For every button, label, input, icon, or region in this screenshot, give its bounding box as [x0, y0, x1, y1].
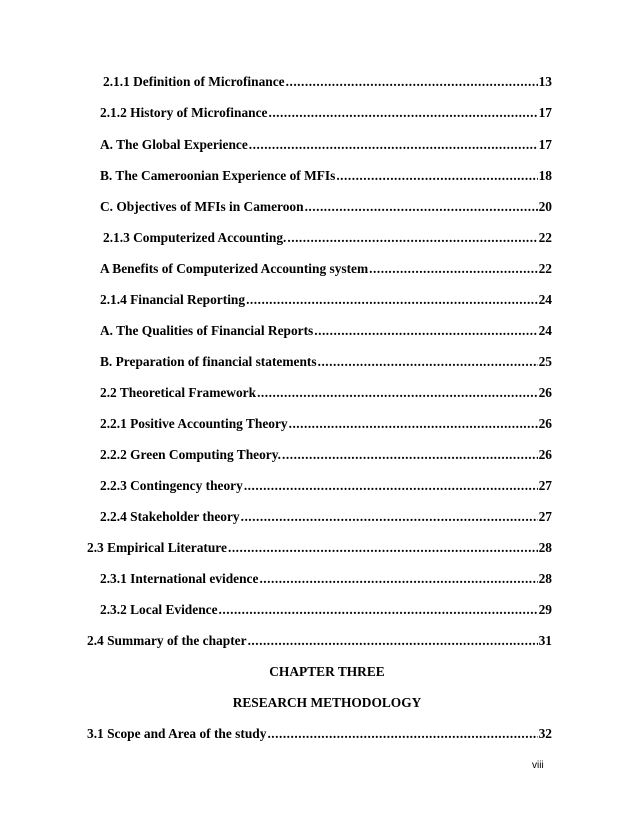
toc-leader-dots — [228, 539, 538, 557]
toc-leader-dots — [268, 104, 537, 122]
toc-entry — [100, 508, 552, 526]
toc-leader-dots — [241, 508, 538, 526]
toc-entry — [87, 632, 552, 650]
toc-entry — [100, 136, 552, 154]
toc-entry-page: 20 — [538, 199, 552, 214]
toc-entry-label: 2.3.2 Local Evidence — [100, 602, 218, 617]
toc-entry — [100, 415, 552, 433]
toc-entry-label: 2.2.2 Green Computing Theory. — [100, 447, 282, 462]
toc-entry — [103, 229, 552, 247]
toc-leader-dots — [286, 73, 538, 91]
toc-leader-dots — [248, 632, 538, 650]
toc-entry — [100, 477, 552, 495]
toc-entry-page: 24 — [538, 323, 552, 338]
toc-entry-label: 2.1.3 Computerized Accounting. — [103, 230, 287, 245]
toc-entry-page: 26 — [538, 416, 552, 431]
toc-entry — [87, 725, 552, 743]
toc-entry — [100, 570, 552, 588]
toc-entry-label: 2.4 Summary of the chapter — [87, 633, 247, 648]
toc-leader-dots — [257, 384, 538, 402]
toc-entry-page: 18 — [538, 168, 552, 183]
toc-leader-dots — [314, 322, 537, 340]
toc-entry-page: 24 — [538, 292, 552, 307]
chapter-title: RESEARCH METHODOLOGY — [232, 695, 422, 710]
toc-entry — [103, 73, 552, 91]
toc-leader-dots — [305, 198, 538, 216]
toc-entry-label: 2.2 Theoretical Framework — [100, 385, 257, 400]
toc-leader-dots — [336, 167, 537, 185]
toc-entry-label: 2.1.1 Definition of Microfinance — [103, 74, 285, 89]
toc-entry-page: 28 — [538, 571, 552, 586]
toc-leader-dots — [259, 570, 537, 588]
toc-entry-label: A. The Qualities of Financial Reports — [100, 323, 314, 338]
toc-leader-dots — [282, 446, 538, 464]
toc-entry-label: B. Preparation of financial statements — [100, 354, 317, 369]
toc-leader-dots — [267, 725, 537, 743]
toc-leader-dots — [219, 601, 538, 619]
toc-entry-page: 27 — [538, 478, 552, 493]
toc-entry-label: 2.2.3 Contingency theory — [100, 478, 243, 493]
toc-entry — [100, 601, 552, 619]
toc-entry-label: C. Objectives of MFIs in Cameroon — [100, 199, 304, 214]
toc-leader-dots — [244, 477, 538, 495]
page-number: viii — [532, 760, 544, 771]
toc-entry — [100, 291, 552, 309]
toc-entry — [100, 198, 552, 216]
toc-entry — [100, 353, 552, 371]
toc-entry-label: 2.2.4 Stakeholder theory — [100, 509, 240, 524]
toc-leader-dots — [249, 136, 538, 154]
toc-entry-page: 17 — [538, 137, 552, 152]
toc-leader-dots — [287, 229, 537, 247]
toc-entry-page: 31 — [538, 633, 552, 648]
toc-entry — [87, 539, 552, 557]
toc-entry-label: 2.1.2 History of Microfinance — [100, 105, 268, 120]
toc-entry — [100, 384, 552, 402]
toc-entry-page: 13 — [538, 74, 552, 89]
toc-leader-dots — [318, 353, 538, 371]
toc-entry-page: 22 — [538, 230, 552, 245]
toc-entry-page: 25 — [538, 354, 552, 369]
toc-entry-label: 2.1.4 Financial Reporting — [100, 292, 246, 307]
toc-entry-page: 17 — [538, 105, 552, 120]
toc-entry-page: 28 — [538, 540, 552, 555]
toc-entry — [100, 167, 552, 185]
toc-entry-page: 32 — [538, 726, 552, 741]
toc-entry-page: 29 — [538, 602, 552, 617]
toc-entry-page: 27 — [538, 509, 552, 524]
toc-entry-page: 26 — [538, 447, 552, 462]
toc-entry-label: 2.2.1 Positive Accounting Theory — [100, 416, 288, 431]
toc-entry-label: A. The Global Experience — [100, 137, 248, 152]
toc-leader-dots — [369, 260, 537, 278]
toc-entry — [100, 446, 552, 464]
toc-entry-label: B. The Cameroonian Experience of MFIs — [100, 168, 336, 183]
toc-entry-page: 26 — [538, 385, 552, 400]
toc-entry — [100, 322, 552, 340]
toc-leader-dots — [289, 415, 538, 433]
toc-entry-page: 22 — [538, 261, 552, 276]
toc-entry-label: 2.3.1 International evidence — [100, 571, 259, 586]
toc-entry — [100, 260, 552, 278]
toc-entry-label: 3.1 Scope and Area of the study — [87, 726, 267, 741]
toc-entry-label: 2.3 Empirical Literature — [87, 540, 227, 555]
toc-entry-label: A Benefits of Computerized Accounting system — [100, 261, 369, 276]
chapter-heading: CHAPTER THREE — [269, 664, 385, 679]
toc-leader-dots — [246, 291, 538, 309]
toc-entry — [100, 104, 552, 122]
